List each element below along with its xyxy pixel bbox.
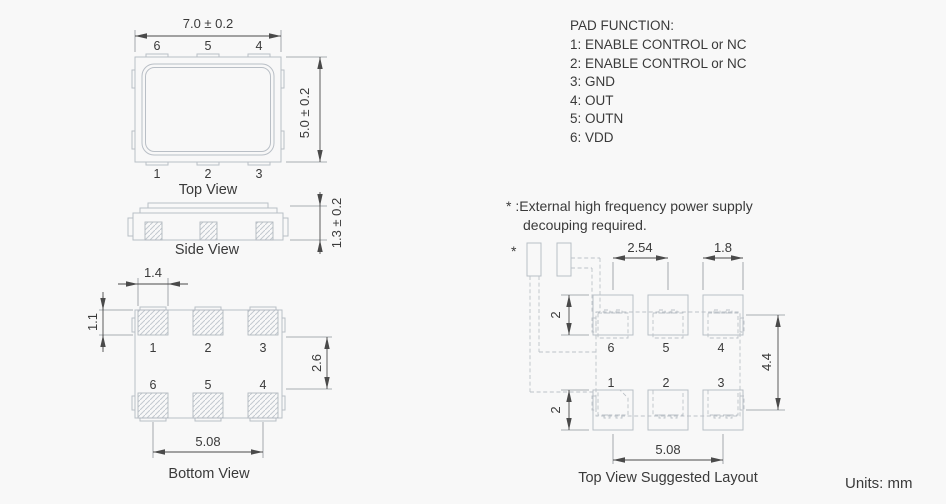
note-line1: * :External high frequency power supply	[506, 198, 753, 214]
suggested-layout-view	[511, 240, 785, 486]
pad-function-title: PAD FUNCTION:	[570, 18, 674, 33]
layout-land-height-dimension-top	[548, 295, 589, 335]
pad-function-item: 1: ENABLE CONTROL or NC	[570, 37, 747, 52]
side-pad	[145, 222, 162, 240]
pad-function-item: 3: GND	[570, 74, 616, 89]
land-pad	[593, 295, 633, 335]
pad-width-dim-label: 1.4	[143, 265, 163, 280]
bottom-view-pad-width-dimension	[118, 265, 188, 306]
decoupling-capacitors	[527, 243, 571, 276]
package-footprint-dashed	[592, 310, 744, 418]
pad-number: 3	[259, 341, 267, 355]
decoupling-note	[506, 198, 753, 233]
bottom-pad	[248, 310, 278, 335]
land-pads	[593, 295, 743, 430]
note-line2: decouping required.	[523, 217, 647, 233]
bottom-view-row-gap-dimension	[286, 337, 332, 389]
side-view-thickness-dim-label: 1.3 ± 0.2	[329, 197, 344, 249]
side-view-caption: Side View	[174, 242, 240, 258]
land-pad	[648, 295, 688, 335]
top-view-part-outline	[132, 54, 284, 165]
land-pad	[703, 295, 743, 335]
layout-pad-numbers	[608, 341, 725, 390]
land-pad	[593, 390, 633, 430]
top-view-caption: Top View	[178, 182, 238, 198]
col-span-dim-label: 5.08	[655, 442, 681, 457]
pad-number: 3	[717, 376, 725, 390]
side-pad	[256, 222, 273, 240]
pad-number: 5	[204, 39, 212, 53]
pad-number: 2	[662, 376, 670, 390]
land-pad	[648, 390, 688, 430]
bottom-pad	[248, 393, 278, 418]
capacitor-outline	[527, 243, 541, 276]
land-height-dim-label: 2	[548, 406, 563, 414]
top-view-height-dim-label: 5.0 ± 0.2	[297, 87, 312, 139]
pad-function-item: 6: VDD	[570, 130, 614, 145]
pad-function-list	[570, 18, 747, 145]
top-view-width-dim-label: 7.0 ± 0.2	[182, 16, 234, 31]
suggested-layout-caption: Top View Suggested Layout	[578, 470, 758, 486]
side-view	[128, 192, 344, 258]
bottom-pad	[193, 393, 223, 418]
bottom-view-pad-numbers	[150, 341, 267, 392]
bottom-view	[85, 265, 332, 482]
layout-pitch-dimension	[613, 240, 668, 290]
top-view-height-dimension	[286, 57, 327, 162]
layout-row-span-dimension	[746, 315, 785, 410]
pad-number: 5	[662, 341, 670, 355]
layout-land-height-dimension-bottom	[548, 390, 589, 430]
land-pad	[703, 390, 743, 430]
side-view-thickness-dimension	[290, 192, 344, 254]
pad-number: 2	[204, 341, 212, 355]
pitch-dim-label: 2.54	[627, 240, 653, 255]
pad-number: 4	[255, 39, 263, 53]
land-height-dim-label: 2	[548, 311, 563, 319]
pad-number: 6	[153, 39, 161, 53]
capacitor-outline	[557, 243, 571, 276]
lid-outline	[142, 64, 274, 155]
pad-number: 6	[607, 341, 615, 355]
pad-number: 6	[149, 378, 157, 392]
land-width-dim-label: 1.8	[713, 240, 733, 255]
pad-span-dim-label: 5.08	[195, 434, 221, 449]
bottom-pad	[193, 310, 223, 335]
pad-height-dim-label: 1.1	[85, 312, 100, 332]
bottom-view-pad-height-dimension	[85, 292, 133, 352]
trace-routing-dashed	[530, 258, 600, 392]
pad-number: 1	[607, 376, 615, 390]
units-label: Units: mm	[845, 475, 913, 492]
layout-col-span-dimension	[613, 434, 723, 464]
pad-number: 3	[255, 167, 263, 181]
top-view-pad-numbers	[154, 39, 263, 181]
pad-number: 1	[153, 167, 161, 181]
top-view	[132, 16, 327, 198]
pad-function-item: 4: OUT	[570, 93, 614, 108]
pad-function-item: 2: ENABLE CONTROL or NC	[570, 56, 747, 71]
pad-number: 1	[149, 341, 157, 355]
pad-number: 4	[259, 378, 267, 392]
bottom-pad	[138, 310, 168, 335]
pad-number: 4	[717, 341, 725, 355]
bottom-view-caption: Bottom View	[168, 466, 250, 482]
side-pad	[200, 222, 217, 240]
row-gap-dim-label: 2.6	[309, 353, 324, 373]
row-span-dim-label: 4.4	[759, 352, 774, 372]
pad-number: 5	[204, 378, 212, 392]
bottom-pad	[138, 393, 168, 418]
pad-function-item: 5: OUTN	[570, 111, 624, 126]
bottom-view-pad-span-dimension	[153, 422, 263, 458]
pad1-chamfer-outline	[598, 390, 628, 415]
layout-land-width-dimension	[703, 240, 743, 290]
bottom-view-pads	[138, 310, 278, 418]
side-view-part-outline	[128, 203, 288, 240]
pad-number: 2	[204, 167, 212, 181]
decoupling-capacitor-marker: *	[511, 243, 517, 259]
lid-inner-outline	[146, 68, 271, 152]
